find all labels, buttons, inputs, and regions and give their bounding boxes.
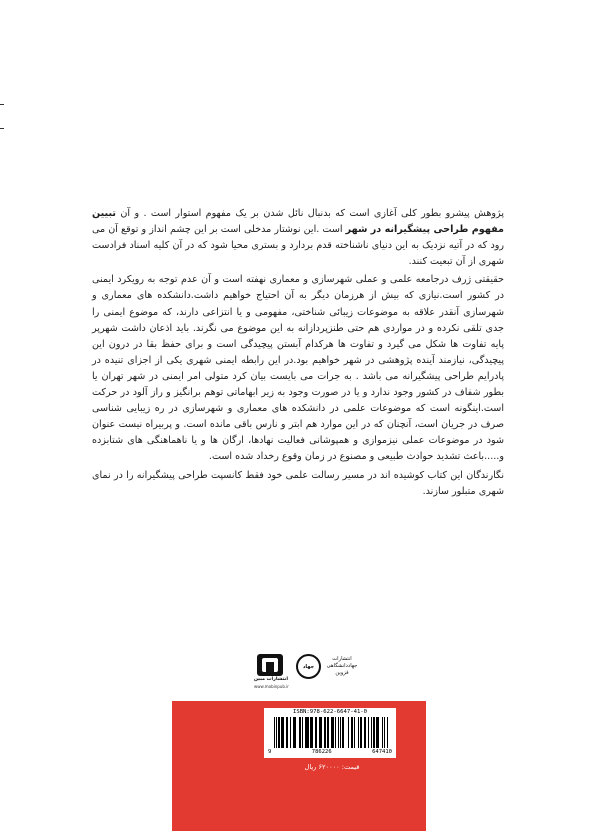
publisher-logos [0,652,600,692]
isbn-label: ISBN:978-622-6647-41-0 [292,709,368,715]
publisher-seal-icon [296,654,321,679]
mobin-logo [254,652,288,692]
intro-text-end: است .این نوشتار مدخلی است بر این چشم انداز و توقع آن می رود که در آتیه نزدیک به این دنیای ناشناخته قدم بردارد و بستری محیا شود که در آن کلیه اسناد فرادست شهری از آن تبعیت کنند. [92,224,504,268]
publisher-name-line: قزوین [335,670,349,676]
barcode-digit-group: 786226 [311,749,332,755]
edge-mark [0,128,4,129]
red-band [172,701,426,831]
barcode [274,717,388,748]
isbn-box [264,708,396,758]
intro-text-start: پژوهش پیشرو بطور کلی آغازی است که بدنبال نائل شدن بر یک مفهوم استوار است . و آن [115,208,504,219]
publisher-name-line: انتشارات [332,656,352,662]
paragraph-closing: نگارندگان این کتاب کوشیده اند در مسیر رسالت علمی خود فقط کانسپت طراحی پیشگیرانه را در نمای شهری متبلور سازند. [92,469,504,497]
publisher-seal-text: جهاد [302,663,315,670]
barcode-bar [387,717,388,748]
publisher-logo [296,652,358,692]
mobin-mark-icon [257,654,283,676]
imprint-url: www.mobinpub.ir [254,684,289,689]
paragraph-intro [92,206,504,270]
imprint-name: انتشارات مبین [253,677,288,682]
publisher-name-line: جهاددانشگاهی [326,663,358,669]
book-title-phrase: تبیین مفهوم طراحی پیشگیرانه در شهر [92,208,504,236]
price-label: قیمت: ۶۲۰۰۰۰ ریال [304,763,360,771]
publisher-name [324,656,360,677]
barcode-digit-group: 9 [268,749,272,755]
paragraph-body: حقیقتی ژرف درجامعه علمی و عملی شهرسازی و معماری نهفته است و آن عدم توجه به رویکرد ایمنی در کشور است.نیازی که بیش از هرزمان دیگر به آن احتیاج خواهیم داشت.دانشکده های معماری و شهرسازی آنقدر علاقه به موضوعات زیبائی شناختی، مفهومی و یا انتزاعی دارند، که موضوع ایمنی را جدی تلقی نکرده و در مواردی هم حتی طنزپردازانه به این موضوع می نگرند. باید اذعان داشت شهرپر پایه تفاوت ها شکل می گیرد و تفاوت ها هرکدام آبستن پیچیدگی است و برای حفظ بقا در درون این پیچیدگی، نیازمند آینده پژوهشی در شهر خواهیم بود.در این رابطه ایمنی شهری یکی از اجزای تنیده در پادرایم طراحی پیشگیرانه می باشد . به جرات می بایست بیان کرد متولی امر ایمنی در شهر تهران یا بطور شفاف در کشور وجود ندارد و یا در صورت وجود به زیر ابهاماتی توهم برانگیز و راز آلود در حرکت است.اینگونه است که موضوعات علمی در دانشکده های معماری و شهرسازی در ره زیبایی شناسی صرف در جریان است، آنچنان که در این موارد هم ابتر و نارس باقی مانده است. و پربیراه نیست عنوان شود در موضوعات عملی نیزموازی و همپوشانی فعالیت نهادها، ارگان ها و یا ناهماهنگی های شتابزده و.....باعث تشدید حوادث طبیعی و مصنوع در زمان وقوع رخداد شده است. [92,274,504,463]
barcode-digit-group: 647410 [372,749,392,755]
barcode-digits [268,749,392,755]
synopsis-text [92,206,504,500]
edge-mark [0,104,4,105]
